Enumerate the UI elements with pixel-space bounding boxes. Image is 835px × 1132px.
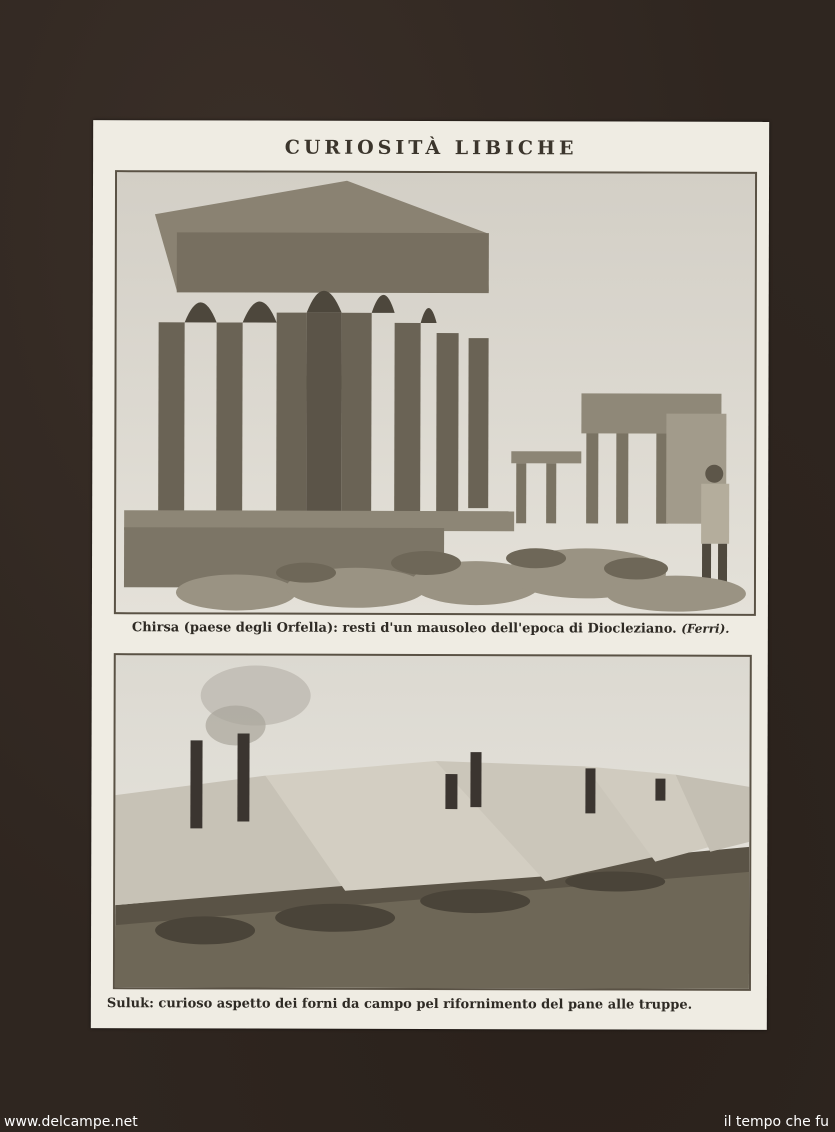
mausoleum-illustration: [116, 172, 755, 614]
field-ovens-photo: [113, 653, 752, 991]
photo-credit: (Ferri).: [681, 621, 730, 636]
field-ovens-illustration: [115, 655, 750, 989]
footer-shop-label: il tempo che fu: [723, 1114, 829, 1130]
mausoleum-caption-text: Chirsa (paese degli Orfella): resti d'un mausoleo dell'epoca di Diocleziano.: [131, 620, 677, 637]
print-sheet: [91, 120, 769, 1030]
mausoleum-caption: [132, 620, 752, 637]
page-title: CURIOSITÀ LIBICHE: [284, 136, 578, 160]
field-ovens-caption: Suluk: curioso aspetto dei forni da campo pel rifornimento del pane alle truppe.: [106, 996, 693, 1013]
footer-site-label: www.delcampe.net: [4, 1114, 138, 1130]
mausoleum-photo: [114, 170, 757, 616]
